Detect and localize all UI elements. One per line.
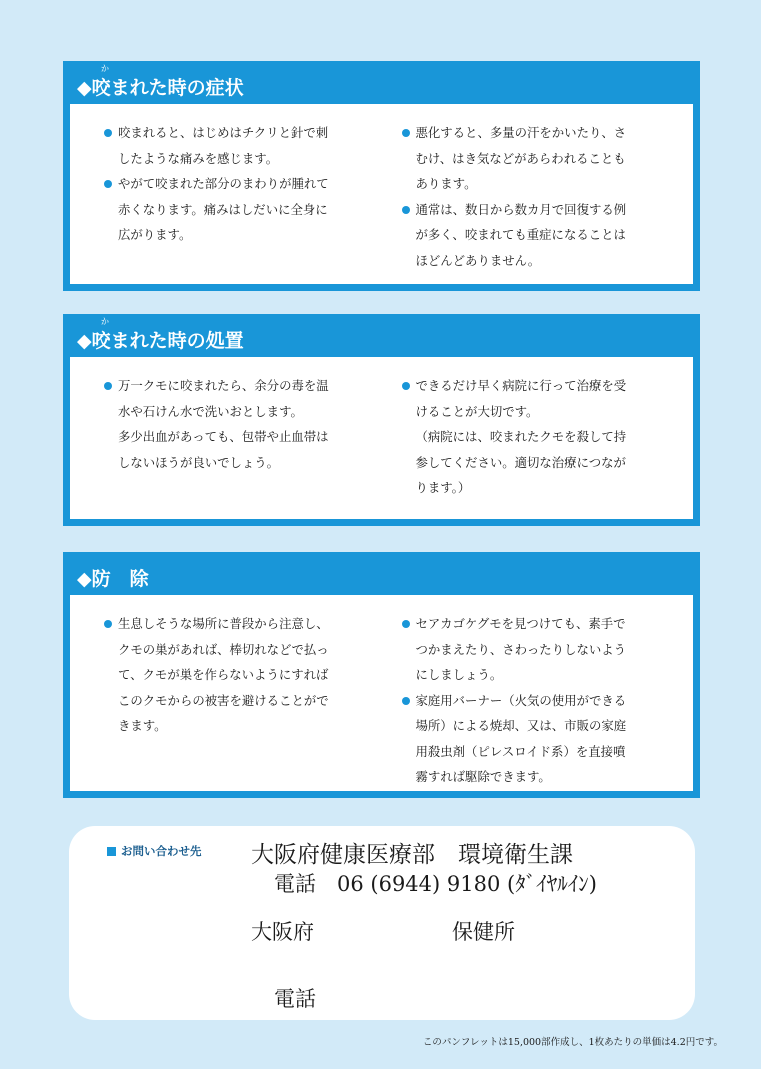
bullet-line: できるだけ早く病院に行って治療を受 [415,378,627,393]
bullet-line: むけ、はき気などがあらわれることも [415,150,626,166]
contact-health-center: 保健所 [452,920,515,944]
treatment-title-ruby: か [101,317,109,326]
bullet-line: が多く、咬まれても重症になることは [415,227,626,242]
bullet-line: 場所）による焼却、又は、市販の家庭 [415,718,627,733]
contact-department: 大阪府健康医療部 環境衛生課 [251,842,573,868]
bullet-line: けることが大切です。 [415,403,539,419]
bullet-line: あります。 [415,176,477,191]
bullet-item [402,120,670,197]
bullet-item [104,120,372,171]
contact-box [69,826,695,1020]
prevention-section [63,552,700,798]
bullet-line: やがて咬まれた部分のまわりが腫れて [118,176,329,191]
symptoms-title: ◆咬まれた時の症状 [77,77,244,99]
bullet-line: 広がります。 [118,227,192,242]
bullet-dot-icon [104,129,112,137]
bullet-line: 赤くなります。痛みはしだいに全身に [118,201,328,217]
contact-label-text: お問い合わせ先 [121,844,202,858]
bullet-line: クモの巣があれば、棒切れなどで払っ [118,641,329,657]
prevention-title: ◆防 除 [77,568,149,590]
bullet-line: 万一クモに咬まれたら、余分の毒を温 [118,378,329,393]
bullet-line: セアカゴケグモを見つけても、素手で [415,616,626,631]
bullet-dot-icon [402,620,410,628]
bullet-dot-icon [402,382,410,390]
square-bullet-icon [107,847,116,856]
symptoms-title-ruby: か [101,64,109,73]
bullet-dot-icon [104,620,112,628]
bullet-line: 咬まれると、はじめはチクリと針で刺 [118,125,329,140]
treatment-right-column [402,373,670,519]
bullet-line: したような痛みを感じます。 [118,150,279,166]
treatment-left-column [104,373,372,519]
symptoms-left-column [104,120,372,284]
bullet-line: 水や石けん水で洗いおとします。 [118,403,303,419]
treatment-section [63,314,700,526]
contact-phone-blank: 電話 [274,987,316,1011]
bullet-item [402,373,670,501]
bullet-line: 用殺虫剤（ピレスロイド系）を直接噴 [415,743,626,759]
prevention-left-column [104,611,372,791]
bullet-line: 生息しそうな場所に普段から注意し、 [118,616,329,631]
bullet-line: このクモからの被害を避けることがで [118,692,329,708]
bullet-line: 霧すれば駆除できます。 [415,769,551,784]
bullet-dot-icon [104,382,112,390]
prevention-body [70,595,693,791]
bullet-line: 通常は、数日から数カ月で回復する例 [415,201,627,217]
bullet-line: 多少出血があっても、包帯や止血帯は [118,429,329,444]
symptoms-section [63,61,700,291]
bullet-dot-icon [402,697,410,705]
bullet-item [104,171,372,248]
treatment-body [70,357,693,519]
bullet-dot-icon [402,206,410,214]
contact-phone: 電話 06 (6944) 9180 (ﾀﾞｲﾔﾙｲﾝ) [274,872,597,896]
bullet-line: 悪化すると、多量の汗をかいたり、さ [415,125,627,140]
bullet-line: しないほうが良いでしょう。 [118,454,280,470]
symptoms-right-column [402,120,670,284]
bullet-line: にしましょう。 [415,667,503,682]
bullet-item [402,611,670,688]
symptoms-body [70,104,693,284]
bullet-line: ほどんどありません。 [415,252,541,268]
bullet-line: 家庭用バーナー（火気の使用ができる [415,692,627,708]
bullet-dot-icon [402,129,410,137]
bullet-item [402,197,670,274]
bullet-line: 参してください。適切な治療につなが [415,454,626,470]
bullet-line: て、クモが巣を作らないようにすれば [118,667,329,682]
bullet-line: きます。 [118,718,167,733]
treatment-title: ◆咬まれた時の処置 [77,330,244,352]
bullet-line: ります。） [415,480,471,495]
prevention-title-bar [63,552,700,595]
contact-prefecture: 大阪府 [251,920,314,944]
bullet-item [104,611,372,739]
symptoms-title-bar [63,61,700,104]
prevention-right-column [402,611,670,791]
contact-label [107,843,202,859]
bullet-dot-icon [104,180,112,188]
bullet-item [402,688,670,790]
bullet-line: （病院には、咬まれたクモを殺して持 [415,429,627,444]
treatment-title-bar [63,314,700,357]
footnote: このパンフレットは15,000部作成し、1枚あたりの単価は4.2円です。 [422,1037,723,1048]
bullet-item [104,373,372,475]
bullet-line: つかまえたり、さわったりしないよう [415,641,627,657]
